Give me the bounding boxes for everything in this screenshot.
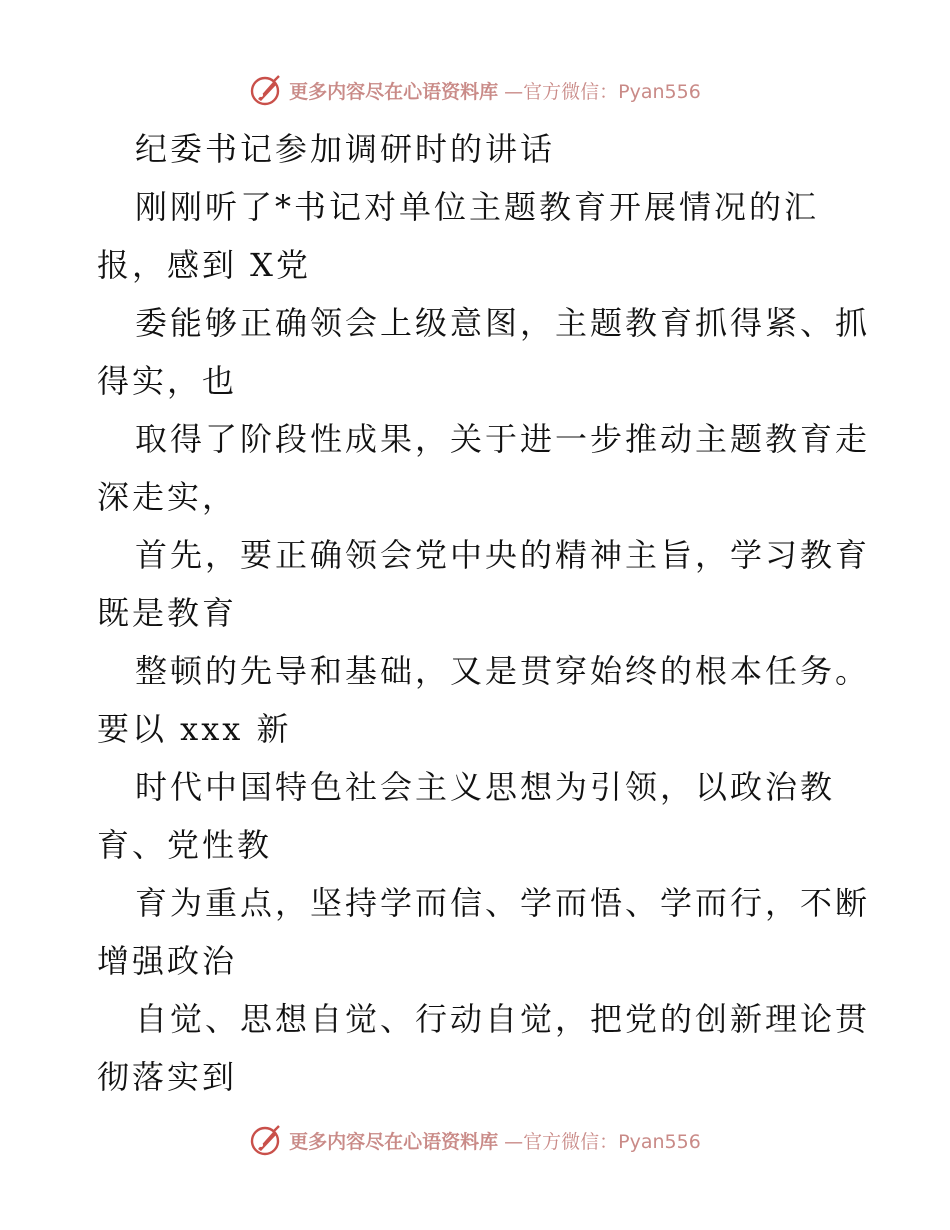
text-line: 得实，也 [97,362,238,400]
text-line: 报，感到 X党 [97,246,311,284]
text-line: 刚刚听了*书记对单位主题教育开展情况的汇 [135,188,820,226]
text-line: 深走实， [97,478,238,516]
banner-main-text: 更多内容尽在心语资料库 [289,1130,499,1153]
text-line: 取得了阶段性成果，关于进一步推动主题教育走 [135,420,871,458]
text-line: 要以 xxx 新 [97,710,292,748]
quill-pen-logo-icon [249,1123,283,1157]
footer-banner [0,1120,950,1160]
document-body [97,120,877,1106]
text-line: 既是教育 [97,594,238,632]
text-line: 首先，要正确领会党中央的精神主旨，学习教育 [135,536,871,574]
text-line: 时代中国特色社会主义思想为引领，以政治教 [135,768,836,806]
banner-main-text: 更多内容尽在心语资料库 [289,80,499,103]
banner-wechat-text: —官方微信：Pyan556 [504,80,701,103]
text-line: 纪委书记参加调研时的讲话 [135,130,556,168]
text-line: 整顿的先导和基础，又是贯穿始终的根本任务。 [135,652,871,690]
header-banner [0,70,950,110]
banner-wechat-text: —官方微信：Pyan556 [504,1130,701,1153]
text-line: 委能够正确领会上级意图，主题教育抓得紧、抓 [135,304,871,342]
text-line: 育、党性教 [97,826,273,864]
text-line: 增强政治 [97,942,238,980]
text-line: 育为重点，坚持学而信、学而悟、学而行，不断 [135,884,871,922]
text-line: 彻落实到 [97,1058,238,1096]
quill-pen-logo-icon [249,73,283,107]
text-line: 自觉、思想自觉、行动自觉，把党的创新理论贯 [135,1000,871,1038]
